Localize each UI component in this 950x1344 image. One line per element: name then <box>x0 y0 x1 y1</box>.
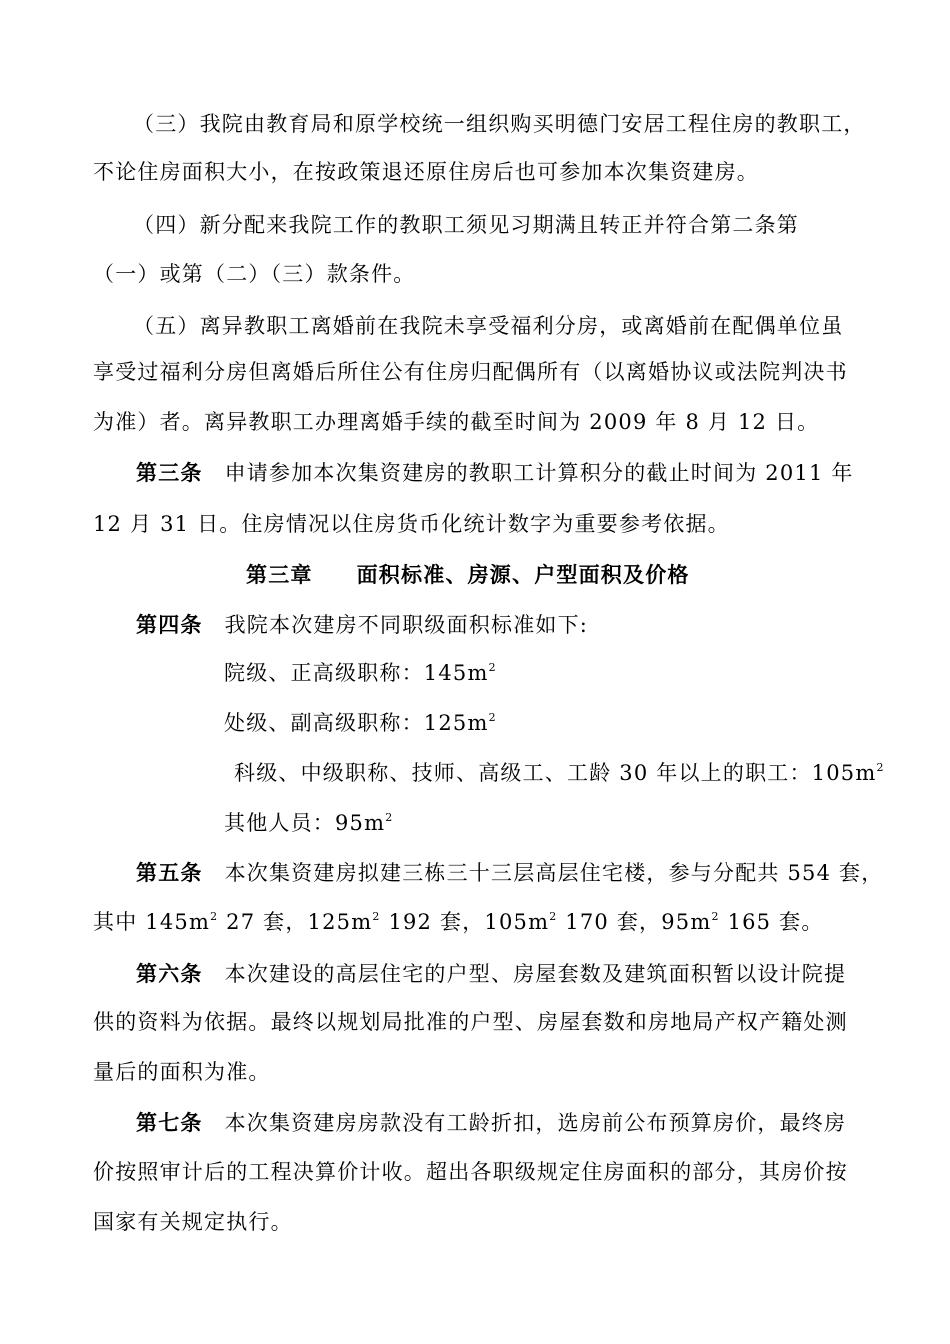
article-7-text: 本次集资建房房款没有工龄折扣，选房前公布预算房价，最终房 <box>224 1111 847 1135</box>
article-7-line-1 <box>136 1112 846 1134</box>
article-5-line-2: 其中 $145m^2$ 27 套，$125m^2$ 192 套，$105m^2$ 170 套，$95m^2$ 165 套。 <box>93 910 824 934</box>
article-5-heading: 第五条 <box>136 860 203 885</box>
chapter-3-heading <box>246 564 690 585</box>
article-7-line-2: 价按照审计后的工程决算价计收。超出各职级规定住房面积的部分，其房价按 <box>93 1160 848 1184</box>
chapter-title: 面积标准、房源、户型面积及价格 <box>356 562 690 587</box>
paragraph-5-line-1: （五）离异教职工离婚前在我院未享受福利分房，或离婚前在配偶单位虽 <box>133 314 844 338</box>
paragraph-3-line-1: （三）我院由教育局和原学校统一组织购买明德门安居工程住房的教职工， <box>133 112 866 136</box>
paragraph-3-line-2: 不论住房面积大小，在按政策退还原住房后也可参加本次集资建房。 <box>93 160 759 184</box>
article-4-heading: 第四条 <box>136 612 203 637</box>
article-5-line-1 <box>136 862 883 884</box>
article-3-line-1 <box>136 462 854 484</box>
article-6-line-3: 量后的面积为准。 <box>93 1060 271 1084</box>
area-standard-item: 院级、正高级职称：$145m^2$ <box>224 661 497 685</box>
area-standard-item: 处级、副高级职称：$125m^2$ <box>224 711 497 735</box>
paragraph-5-line-2: 享受过福利分房但离婚后所住公有住房归配偶所有（以离婚协议或法院判决书 <box>93 360 848 384</box>
paragraph-5-line-3: 为准）者。离异教职工办理离婚手续的截至时间为 2009 年 8 月 12 日。 <box>93 410 820 434</box>
chapter-number: 第三章 <box>246 562 313 587</box>
article-3-text: 申请参加本次集资建房的教职工计算积分的截止时间为 2011 年 <box>224 461 854 485</box>
paragraph-4-line-2: （一）或第（二）（三）款条件。 <box>93 262 416 286</box>
article-7-line-3: 国家有关规定执行。 <box>93 1210 293 1234</box>
article-3-line-2: 12 月 31 日。住房情况以住房货币化统计数字为重要参考依据。 <box>93 512 730 536</box>
article-6-line-2: 供的资料为依据。最终以规划局批准的户型、房屋套数和房地局产权产籍处测 <box>93 1010 848 1034</box>
article-3-heading: 第三条 <box>136 460 203 485</box>
article-7-heading: 第七条 <box>136 1110 203 1135</box>
area-standard-item: 其他人员：$95m^2$ <box>224 811 394 835</box>
article-6-heading: 第六条 <box>136 961 203 986</box>
article-4-intro: 我院本次建房不同职级面积标准如下: <box>224 613 589 637</box>
article-5-text: 本次集资建房拟建三栋三十三层高层住宅楼，参与分配共 554 套， <box>224 861 884 885</box>
article-6-text: 本次建设的高层住宅的户型、房屋套数及建筑面积暂以设计院提 <box>224 962 847 986</box>
paragraph-4-line-1: （四）新分配来我院工作的教职工须见习期满且转正并符合第二条第 <box>133 213 799 237</box>
article-6-line-1 <box>136 963 846 985</box>
article-4-line-1 <box>136 614 588 636</box>
area-standard-item: 科级、中级职称、技师、高级工、工龄 30 年以上的职工：$105m^2$ <box>234 761 885 785</box>
